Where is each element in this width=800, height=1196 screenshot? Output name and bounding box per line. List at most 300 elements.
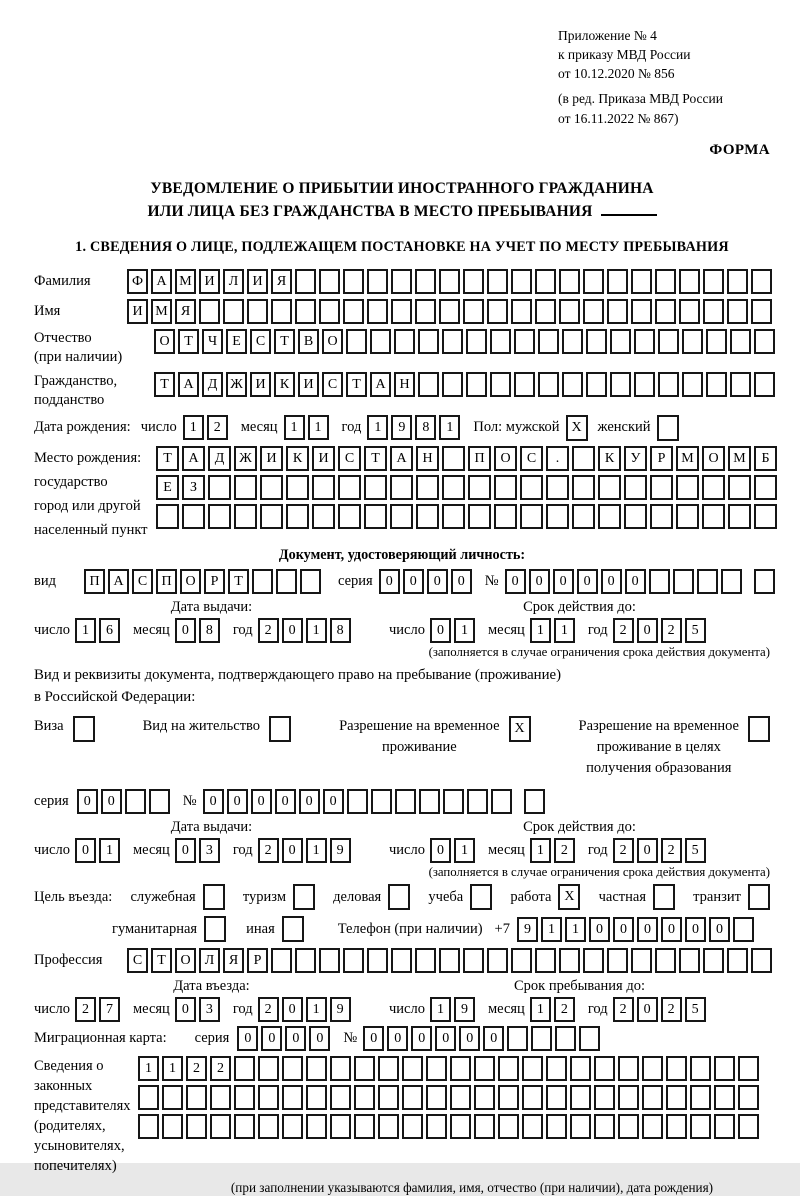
male-checkbox[interactable]: X	[566, 415, 588, 441]
char-cell[interactable]	[391, 269, 412, 294]
char-cell[interactable]	[679, 269, 700, 294]
female-checkbox[interactable]	[657, 415, 679, 441]
char-cell[interactable]: 0	[459, 1026, 480, 1051]
char-cell[interactable]	[367, 948, 388, 973]
char-cell[interactable]	[162, 1085, 183, 1110]
char-cell[interactable]: 0	[227, 789, 248, 814]
char-cell[interactable]	[282, 1114, 303, 1139]
char-cell[interactable]	[442, 475, 465, 500]
char-cell[interactable]: Н	[394, 372, 415, 397]
char-cell[interactable]	[426, 1085, 447, 1110]
char-cell[interactable]	[754, 372, 775, 397]
char-cell[interactable]	[415, 299, 436, 324]
char-cell[interactable]: 9	[330, 997, 351, 1022]
char-cell[interactable]	[634, 329, 655, 354]
phone-cells[interactable]	[517, 917, 757, 942]
commercial-checkbox[interactable]	[388, 884, 410, 910]
char-cell[interactable]: 0	[483, 1026, 504, 1051]
char-cell[interactable]	[439, 948, 460, 973]
char-cell[interactable]: Т	[178, 329, 199, 354]
char-cell[interactable]	[649, 569, 670, 594]
char-cell[interactable]: 0	[175, 838, 196, 863]
char-cell[interactable]	[415, 948, 436, 973]
entry-month-cells[interactable]	[175, 997, 223, 1022]
char-cell[interactable]: 2	[186, 1056, 207, 1081]
char-cell[interactable]	[679, 948, 700, 973]
char-cell[interactable]: Я	[271, 269, 292, 294]
char-cell[interactable]	[306, 1056, 327, 1081]
char-cell[interactable]	[562, 329, 583, 354]
char-cell[interactable]: 1	[99, 838, 120, 863]
edu-residence-checkbox[interactable]	[748, 716, 770, 742]
char-cell[interactable]	[156, 504, 179, 529]
char-cell[interactable]	[378, 1114, 399, 1139]
permit-expiry-month-cells[interactable]	[530, 838, 578, 863]
char-cell[interactable]	[546, 1085, 567, 1110]
char-cell[interactable]	[730, 329, 751, 354]
stay-year-cells[interactable]	[613, 997, 709, 1022]
char-cell[interactable]	[487, 269, 508, 294]
char-cell[interactable]	[402, 1085, 423, 1110]
char-cell[interactable]	[738, 1056, 759, 1081]
char-cell[interactable]: О	[322, 329, 343, 354]
expiry-month-cells[interactable]	[530, 618, 578, 643]
char-cell[interactable]	[754, 569, 775, 594]
citizenship-cells[interactable]	[154, 372, 778, 397]
char-cell[interactable]	[727, 299, 748, 324]
char-cell[interactable]	[531, 1026, 552, 1051]
char-cell[interactable]: 5	[685, 997, 706, 1022]
birth-month-cells[interactable]	[284, 415, 332, 440]
char-cell[interactable]	[234, 1085, 255, 1110]
char-cell[interactable]	[487, 299, 508, 324]
tourism-checkbox[interactable]	[293, 884, 315, 910]
char-cell[interactable]	[570, 1085, 591, 1110]
char-cell[interactable]	[658, 372, 679, 397]
char-cell[interactable]: 0	[685, 917, 706, 942]
char-cell[interactable]	[418, 372, 439, 397]
char-cell[interactable]	[319, 299, 340, 324]
char-cell[interactable]	[690, 1114, 711, 1139]
char-cell[interactable]	[234, 1114, 255, 1139]
char-cell[interactable]	[690, 1085, 711, 1110]
char-cell[interactable]: Р	[204, 569, 225, 594]
char-cell[interactable]: 0	[430, 838, 451, 863]
char-cell[interactable]	[442, 372, 463, 397]
char-cell[interactable]: 0	[261, 1026, 282, 1051]
char-cell[interactable]	[594, 1056, 615, 1081]
char-cell[interactable]	[286, 504, 309, 529]
char-cell[interactable]: Т	[228, 569, 249, 594]
char-cell[interactable]: 9	[391, 415, 412, 440]
char-cell[interactable]: Д	[208, 446, 231, 471]
char-cell[interactable]: А	[370, 372, 391, 397]
birth-place-row3[interactable]	[156, 504, 780, 529]
char-cell[interactable]	[210, 1114, 231, 1139]
stay-day-cells[interactable]	[430, 997, 478, 1022]
char-cell[interactable]: 0	[589, 917, 610, 942]
char-cell[interactable]	[347, 789, 368, 814]
char-cell[interactable]: 0	[101, 789, 122, 814]
char-cell[interactable]	[474, 1085, 495, 1110]
char-cell[interactable]	[468, 475, 491, 500]
char-cell[interactable]	[199, 299, 220, 324]
char-cell[interactable]	[583, 948, 604, 973]
char-cell[interactable]	[650, 504, 673, 529]
char-cell[interactable]: 8	[199, 618, 220, 643]
char-cell[interactable]	[416, 475, 439, 500]
char-cell[interactable]: .	[546, 446, 569, 471]
char-cell[interactable]	[260, 475, 283, 500]
char-cell[interactable]	[738, 1114, 759, 1139]
char-cell[interactable]	[426, 1056, 447, 1081]
char-cell[interactable]	[706, 372, 727, 397]
char-cell[interactable]	[186, 1114, 207, 1139]
char-cell[interactable]: 0	[363, 1026, 384, 1051]
char-cell[interactable]	[295, 269, 316, 294]
char-cell[interactable]	[524, 789, 545, 814]
char-cell[interactable]	[234, 1056, 255, 1081]
char-cell[interactable]	[491, 789, 512, 814]
humanitarian-checkbox[interactable]	[204, 916, 226, 942]
char-cell[interactable]	[487, 948, 508, 973]
permit-issue-year-cells[interactable]	[258, 838, 354, 863]
char-cell[interactable]: 2	[661, 618, 682, 643]
char-cell[interactable]	[751, 269, 772, 294]
entry-day-cells[interactable]	[75, 997, 123, 1022]
char-cell[interactable]: 2	[258, 997, 279, 1022]
char-cell[interactable]	[727, 269, 748, 294]
char-cell[interactable]: И	[127, 299, 148, 324]
char-cell[interactable]	[655, 299, 676, 324]
char-cell[interactable]: 2	[661, 997, 682, 1022]
char-cell[interactable]: К	[598, 446, 621, 471]
char-cell[interactable]: 1	[367, 415, 388, 440]
char-cell[interactable]: 0	[275, 789, 296, 814]
char-cell[interactable]: 2	[258, 838, 279, 863]
issue-year-cells[interactable]	[258, 618, 354, 643]
char-cell[interactable]	[658, 329, 679, 354]
char-cell[interactable]	[631, 299, 652, 324]
char-cell[interactable]: Т	[346, 372, 367, 397]
char-cell[interactable]	[295, 299, 316, 324]
char-cell[interactable]	[330, 1056, 351, 1081]
char-cell[interactable]	[490, 372, 511, 397]
char-cell[interactable]	[402, 1114, 423, 1139]
char-cell[interactable]	[673, 569, 694, 594]
char-cell[interactable]: 1	[306, 618, 327, 643]
char-cell[interactable]: 0	[637, 917, 658, 942]
birth-place-row1[interactable]	[156, 446, 780, 471]
permit-expiry-day-cells[interactable]	[430, 838, 478, 863]
residence-permit-checkbox[interactable]	[269, 716, 291, 742]
char-cell[interactable]	[182, 504, 205, 529]
char-cell[interactable]	[450, 1114, 471, 1139]
char-cell[interactable]	[312, 504, 335, 529]
char-cell[interactable]: 0	[282, 618, 303, 643]
char-cell[interactable]	[586, 329, 607, 354]
char-cell[interactable]: 0	[403, 569, 424, 594]
char-cell[interactable]: У	[624, 446, 647, 471]
char-cell[interactable]: 0	[237, 1026, 258, 1051]
char-cell[interactable]: 1	[75, 618, 96, 643]
doc-type-cells[interactable]	[84, 569, 324, 594]
char-cell[interactable]: 2	[613, 838, 634, 863]
char-cell[interactable]: 1	[454, 838, 475, 863]
char-cell[interactable]: 0	[553, 569, 574, 594]
char-cell[interactable]	[535, 269, 556, 294]
char-cell[interactable]	[559, 299, 580, 324]
patronymic-cells[interactable]	[154, 329, 778, 354]
char-cell[interactable]: И	[298, 372, 319, 397]
char-cell[interactable]: Т	[151, 948, 172, 973]
char-cell[interactable]	[511, 269, 532, 294]
transit-checkbox[interactable]	[748, 884, 770, 910]
char-cell[interactable]	[364, 504, 387, 529]
char-cell[interactable]	[679, 299, 700, 324]
char-cell[interactable]	[754, 475, 777, 500]
char-cell[interactable]	[371, 789, 392, 814]
char-cell[interactable]: 7	[99, 997, 120, 1022]
char-cell[interactable]	[442, 504, 465, 529]
firstname-cells[interactable]	[127, 299, 775, 324]
char-cell[interactable]: И	[260, 446, 283, 471]
char-cell[interactable]	[258, 1056, 279, 1081]
char-cell[interactable]: 0	[323, 789, 344, 814]
char-cell[interactable]	[697, 569, 718, 594]
char-cell[interactable]	[343, 299, 364, 324]
char-cell[interactable]	[642, 1056, 663, 1081]
char-cell[interactable]	[511, 948, 532, 973]
char-cell[interactable]: И	[199, 269, 220, 294]
char-cell[interactable]: П	[84, 569, 105, 594]
char-cell[interactable]: О	[494, 446, 517, 471]
char-cell[interactable]	[498, 1085, 519, 1110]
char-cell[interactable]	[252, 569, 273, 594]
char-cell[interactable]	[463, 299, 484, 324]
char-cell[interactable]	[125, 789, 146, 814]
profession-cells[interactable]	[127, 948, 775, 973]
char-cell[interactable]	[474, 1056, 495, 1081]
char-cell[interactable]	[514, 329, 535, 354]
char-cell[interactable]: Е	[226, 329, 247, 354]
char-cell[interactable]	[258, 1085, 279, 1110]
char-cell[interactable]	[234, 475, 257, 500]
permit-series-cells[interactable]	[77, 789, 173, 814]
surname-cells[interactable]	[127, 269, 775, 294]
char-cell[interactable]: 1	[565, 917, 586, 942]
char-cell[interactable]	[666, 1085, 687, 1110]
stay-month-cells[interactable]	[530, 997, 578, 1022]
char-cell[interactable]	[494, 504, 517, 529]
char-cell[interactable]: 2	[613, 997, 634, 1022]
char-cell[interactable]	[555, 1026, 576, 1051]
char-cell[interactable]	[702, 475, 725, 500]
char-cell[interactable]	[572, 446, 595, 471]
char-cell[interactable]	[354, 1056, 375, 1081]
char-cell[interactable]	[511, 299, 532, 324]
char-cell[interactable]	[733, 917, 754, 942]
char-cell[interactable]	[319, 269, 340, 294]
char-cell[interactable]	[402, 1056, 423, 1081]
birth-day-cells[interactable]	[183, 415, 231, 440]
char-cell[interactable]	[394, 329, 415, 354]
char-cell[interactable]: О	[180, 569, 201, 594]
char-cell[interactable]: 0	[251, 789, 272, 814]
representatives-row2[interactable]	[138, 1085, 762, 1110]
char-cell[interactable]: К	[286, 446, 309, 471]
char-cell[interactable]: 0	[75, 838, 96, 863]
char-cell[interactable]	[463, 269, 484, 294]
char-cell[interactable]: 6	[99, 618, 120, 643]
temp-residence-checkbox[interactable]: X	[509, 716, 531, 742]
char-cell[interactable]	[223, 299, 244, 324]
visa-checkbox[interactable]	[73, 716, 95, 742]
char-cell[interactable]: 1	[306, 838, 327, 863]
char-cell[interactable]: 1	[306, 997, 327, 1022]
char-cell[interactable]	[442, 329, 463, 354]
char-cell[interactable]: 1	[454, 618, 475, 643]
char-cell[interactable]: 0	[637, 838, 658, 863]
char-cell[interactable]	[706, 329, 727, 354]
char-cell[interactable]: Ф	[127, 269, 148, 294]
char-cell[interactable]	[607, 299, 628, 324]
char-cell[interactable]: 0	[427, 569, 448, 594]
char-cell[interactable]: 0	[175, 997, 196, 1022]
char-cell[interactable]: 1	[183, 415, 204, 440]
char-cell[interactable]	[586, 372, 607, 397]
char-cell[interactable]	[682, 372, 703, 397]
char-cell[interactable]	[618, 1114, 639, 1139]
char-cell[interactable]: Т	[364, 446, 387, 471]
char-cell[interactable]	[751, 948, 772, 973]
char-cell[interactable]	[450, 1085, 471, 1110]
char-cell[interactable]	[754, 504, 777, 529]
char-cell[interactable]	[666, 1056, 687, 1081]
char-cell[interactable]: И	[250, 372, 271, 397]
doc-number-cells[interactable]	[505, 569, 778, 594]
char-cell[interactable]: О	[154, 329, 175, 354]
char-cell[interactable]	[538, 372, 559, 397]
char-cell[interactable]: С	[127, 948, 148, 973]
char-cell[interactable]: 1	[430, 997, 451, 1022]
char-cell[interactable]	[282, 1085, 303, 1110]
char-cell[interactable]	[721, 569, 742, 594]
representatives-row3[interactable]	[138, 1114, 762, 1139]
char-cell[interactable]	[498, 1114, 519, 1139]
char-cell[interactable]: М	[175, 269, 196, 294]
char-cell[interactable]: С	[338, 446, 361, 471]
char-cell[interactable]: О	[175, 948, 196, 973]
char-cell[interactable]: Ж	[226, 372, 247, 397]
char-cell[interactable]: 0	[625, 569, 646, 594]
char-cell[interactable]	[330, 1114, 351, 1139]
char-cell[interactable]	[754, 329, 775, 354]
char-cell[interactable]: 1	[439, 415, 460, 440]
char-cell[interactable]	[391, 299, 412, 324]
char-cell[interactable]	[730, 372, 751, 397]
char-cell[interactable]	[520, 504, 543, 529]
char-cell[interactable]: 8	[330, 618, 351, 643]
char-cell[interactable]	[572, 504, 595, 529]
permit-number-cells[interactable]	[203, 789, 548, 814]
char-cell[interactable]: М	[728, 446, 751, 471]
migcard-number-cells[interactable]	[363, 1026, 603, 1051]
char-cell[interactable]	[570, 1114, 591, 1139]
char-cell[interactable]	[330, 1085, 351, 1110]
char-cell[interactable]: Р	[247, 948, 268, 973]
char-cell[interactable]	[594, 1114, 615, 1139]
char-cell[interactable]: 0	[505, 569, 526, 594]
char-cell[interactable]	[562, 372, 583, 397]
char-cell[interactable]: 0	[601, 569, 622, 594]
char-cell[interactable]: 0	[77, 789, 98, 814]
char-cell[interactable]: Т	[274, 329, 295, 354]
char-cell[interactable]: 0	[709, 917, 730, 942]
permit-issue-day-cells[interactable]	[75, 838, 123, 863]
char-cell[interactable]	[634, 372, 655, 397]
char-cell[interactable]: 0	[203, 789, 224, 814]
char-cell[interactable]: 0	[613, 917, 634, 942]
char-cell[interactable]: 2	[554, 838, 575, 863]
char-cell[interactable]: 0	[175, 618, 196, 643]
char-cell[interactable]: 0	[299, 789, 320, 814]
char-cell[interactable]: 0	[282, 997, 303, 1022]
char-cell[interactable]: Р	[650, 446, 673, 471]
char-cell[interactable]	[450, 1056, 471, 1081]
char-cell[interactable]	[367, 269, 388, 294]
char-cell[interactable]	[703, 299, 724, 324]
char-cell[interactable]	[247, 299, 268, 324]
char-cell[interactable]: 0	[529, 569, 550, 594]
char-cell[interactable]	[610, 329, 631, 354]
char-cell[interactable]	[610, 372, 631, 397]
char-cell[interactable]: Я	[223, 948, 244, 973]
char-cell[interactable]: 9	[330, 838, 351, 863]
char-cell[interactable]	[624, 475, 647, 500]
char-cell[interactable]: С	[250, 329, 271, 354]
char-cell[interactable]	[738, 1085, 759, 1110]
char-cell[interactable]: 1	[530, 618, 551, 643]
char-cell[interactable]	[494, 475, 517, 500]
char-cell[interactable]: М	[151, 299, 172, 324]
char-cell[interactable]	[522, 1085, 543, 1110]
char-cell[interactable]	[624, 504, 647, 529]
char-cell[interactable]: 0	[411, 1026, 432, 1051]
char-cell[interactable]: 2	[210, 1056, 231, 1081]
permit-expiry-year-cells[interactable]	[613, 838, 709, 863]
char-cell[interactable]	[466, 372, 487, 397]
char-cell[interactable]	[682, 329, 703, 354]
char-cell[interactable]: 9	[517, 917, 538, 942]
char-cell[interactable]: А	[390, 446, 413, 471]
char-cell[interactable]	[655, 948, 676, 973]
char-cell[interactable]: Б	[754, 446, 777, 471]
char-cell[interactable]	[535, 948, 556, 973]
char-cell[interactable]	[338, 475, 361, 500]
char-cell[interactable]: Л	[223, 269, 244, 294]
char-cell[interactable]: 0	[577, 569, 598, 594]
char-cell[interactable]: 0	[451, 569, 472, 594]
char-cell[interactable]	[642, 1114, 663, 1139]
char-cell[interactable]	[271, 299, 292, 324]
char-cell[interactable]	[570, 1056, 591, 1081]
char-cell[interactable]: 0	[282, 838, 303, 863]
char-cell[interactable]	[522, 1114, 543, 1139]
char-cell[interactable]	[714, 1114, 735, 1139]
char-cell[interactable]: Д	[202, 372, 223, 397]
char-cell[interactable]: 2	[258, 618, 279, 643]
